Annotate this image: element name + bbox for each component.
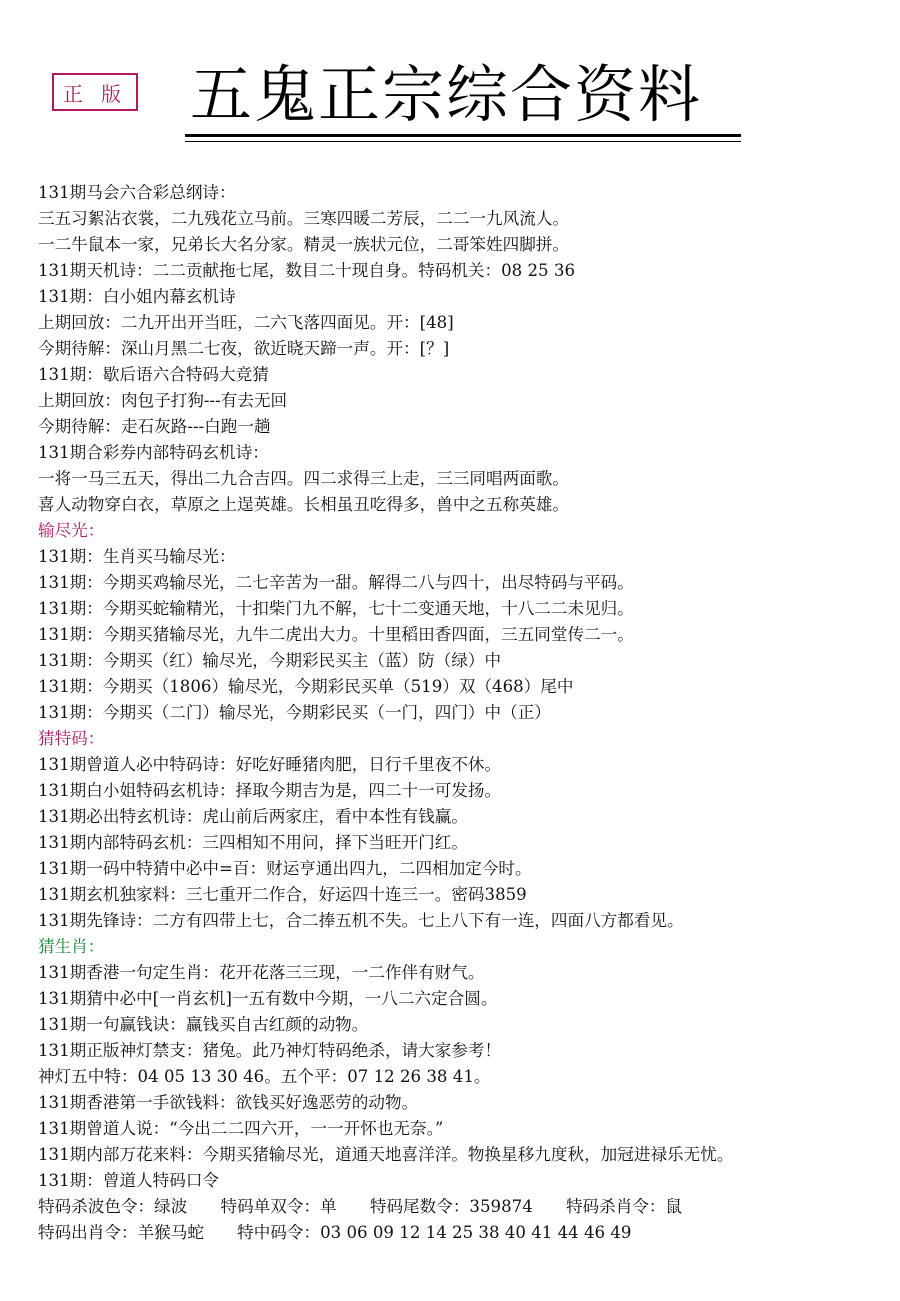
text-line: 131期白小姐特码玄机诗：择取今期吉为是，四二十一可发扬。	[38, 781, 502, 800]
text-line: 131期：今期买猪输尽光，九牛二虎出大力。十里稻田香四面，三五同堂传二一。	[38, 625, 634, 644]
text-line: 131期香港一句定生肖：花开花落三三现，一二作伴有财气。	[38, 963, 485, 982]
text-line: 131期：今期买（红）输尽光，今期彩民买主（蓝）防（绿）中	[38, 651, 502, 670]
text-line: 神灯五中特：04 05 13 30 46。五个平：07 12 26 38 41。	[38, 1067, 491, 1086]
text-line: 131期内部万花来料：今期买猪输尽光，道通天地喜洋洋。物换星移九度秋，加冠进禄乐无忧。	[38, 1145, 734, 1164]
text-line: 131期正版神灯禁支：猪兔。此乃神灯特码绝杀，请大家参考！	[38, 1041, 502, 1060]
edition-badge: 正 版	[52, 73, 138, 111]
text-line: 131期：生肖买马输尽光：	[38, 547, 236, 566]
section-heading: 猜生肖：	[38, 937, 105, 956]
text-line: 131期香港第一手欲钱料：欲钱买好逸恶劳的动物。	[38, 1093, 419, 1112]
text-line: 131期马会六合彩总纲诗：	[38, 183, 236, 202]
text-line: 131期：曾道人特码口令	[38, 1171, 220, 1190]
text-line: 131期合彩券内部特码玄机诗：	[38, 443, 269, 462]
text-line: 今期待解：走石灰路---白跑一趟	[38, 417, 271, 436]
section-heading: 猜特码：	[38, 729, 105, 748]
text-line: 一二牛鼠本一家，兄弟长大名分家。精灵一族状元位，二哥笨姓四脚拼。	[38, 235, 569, 254]
title-underline	[185, 134, 741, 137]
text-line: 131期内部特码玄机：三四相知不用问，择下当旺开门红。	[38, 833, 468, 852]
text-line: 131期猜中必中[一肖玄机]一五有数中今期，一八二六定合圆。	[38, 989, 498, 1008]
text-line: 131期曾道人说：“今出二二四六开，一一开怀也无奈。”	[38, 1119, 444, 1138]
text-line: 特码杀波色令：绿波 特码单双令：单 特码尾数令：359874 特码杀肖令：鼠	[38, 1197, 683, 1216]
text-line: 上期回放：肉包子打狗---有去无回	[38, 391, 288, 410]
document-body	[38, 180, 888, 1246]
text-line: 131期玄机独家料：三七重开二作合，好运四十连三一。密码3859	[38, 885, 527, 904]
text-line: 131期必出特玄机诗：虎山前后两家庄，看中本性有钱赢。	[38, 807, 468, 826]
text-line: 131期天机诗：二二贡献拖七尾，数目二十现自身。特码机关：08 25 36	[38, 261, 576, 280]
text-line: 特码出肖令：羊猴马蛇 特中码令：03 06 09 12 14 25 38 40 41 44 46 49	[38, 1223, 632, 1242]
text-line: 131期一句赢钱诀：赢钱买自古红颜的动物。	[38, 1015, 369, 1034]
text-line: 131期：今期买蛇输精光，十扣柴门九不解，七十二变通天地，十八二二未见归。	[38, 599, 634, 618]
text-line: 131期：白小姐内幕玄机诗	[38, 287, 236, 306]
text-line: 131期先锋诗：二方有四带上七，合二捧五机不失。七上八下有一连，四面八方都看见。	[38, 911, 684, 930]
page-title: 五鬼正宗综合资料	[190, 58, 703, 131]
text-line: 131期曾道人必中特码诗：好吃好睡猪肉肥，日行千里夜不休。	[38, 755, 502, 774]
text-line: 131期：今期买（二门）输尽光，今期彩民买（一门，四门）中（正）	[38, 703, 551, 722]
text-line: 131期：歇后语六合特码大竞猜	[38, 365, 269, 384]
text-line: 131期一码中特猜中必中=百：财运亨通出四九，二四相加定今时。	[38, 859, 532, 878]
text-line: 今期待解：深山月黑二七夜，欲近晓天蹄一声。开：[？]	[38, 339, 450, 358]
text-line: 喜人动物穿白衣，草原之上逞英雄。长相虽丑吃得多，兽中之五称英雄。	[38, 495, 569, 514]
text-line: 一将一马三五天，得出二九合吉四。四二求得三上走，三三同唱两面歌。	[38, 469, 569, 488]
section-heading: 输尽光：	[38, 521, 105, 540]
title-underline-thin	[185, 141, 741, 142]
text-line: 三五习絮沾衣裳，二九残花立马前。三寒四暖二芳辰，二二一九风流人。	[38, 209, 569, 228]
text-line: 131期：今期买鸡输尽光，二七辛苦为一甜。解得二八与四十，出尽特码与平码。	[38, 573, 634, 592]
text-line: 131期：今期买（1806）输尽光，今期彩民买单（519）双（468）尾中	[38, 677, 574, 696]
text-line: 上期回放：二九开出开当旺，二六飞落四面见。开：[48]	[38, 313, 454, 332]
